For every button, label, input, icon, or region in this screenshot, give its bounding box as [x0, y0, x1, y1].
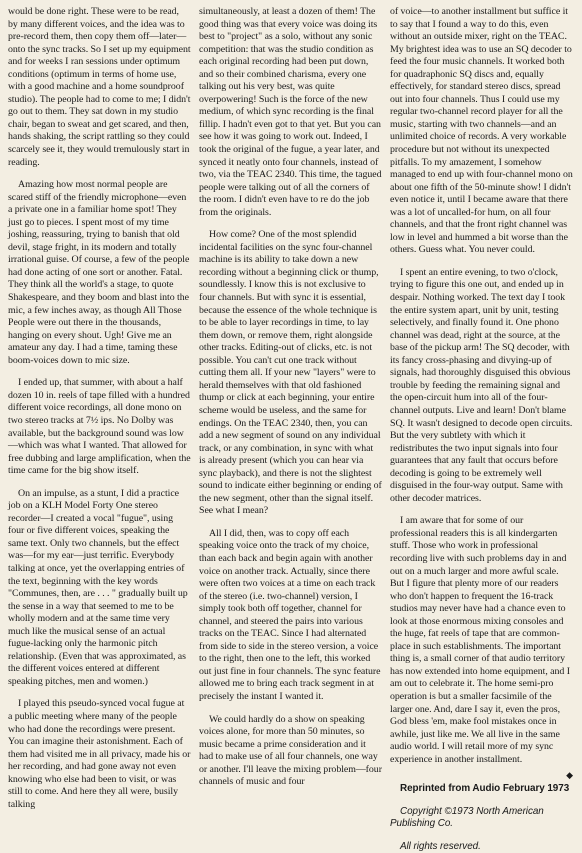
paragraph: I spent an entire evening, to two o'clock, trying to figure this one out, and ended up in despair. Nothing worked. The text day I took the entire system apart, unit by unit, testing selectively, and finally found it. One phono channel was dead, right at the source, at the base of the pickup arm! The SQ decoder, with its fancy cross-phasing and divying-up of signals, had thoroughly disguised this obvious trouble by feeding the remaining signal and the open-circuit hum into all of the four-channel outputs. Live and learn! Don't blame SQ. It wasn't designed to decode open circuits. But the very subtlety with which it redistributes the two input signals into four guarantees that any fault that occurs before decoding is going to be extremely well disguised in the four-way output. Same with other decoder matrices.: [390, 266, 573, 504]
paragraph: On an impulse, as a stunt, I did a practice job on a KLH Model Forty One stereo recorder—I created a vocal "fugue", using four or five different voices, speaking the same text. Only two channels, but the effect was—for my ear—just terrific. Everybody talking at once, yet the overlapping entries of the text, beginning with the key words "Communes, then, are . . . " gradually built up the sense in a way that seemed to me to be wholly modern and at the same time very much like the musical sense of an actual fugue-lacking only the harmonic pitch relationship. (Even that was approximated, as the different voices entered at different speaking pitches, men and women.): [8, 487, 188, 687]
paragraph: would be done right. These were to be read, by many different voices, and the idea was to pre-record them, then copy them off—later—onto the sync tracks. So I set up my equipment and for weeks I ran sessions under optimum conditions (optimum in terms of home use, with a good machine and a home soundproof studio). The people had to come to me; I didn't go out to them. They sat down in my studio chair, began to sweat and get scared, and then, hands shaking, the script rattling so they could scarcely see it, they would tremulously start in reading.: [8, 6, 191, 168]
paragraph: All I did, then, was to copy off each speaking voice onto the track of my choice, than each back and begin again with another voice on another track. Actually, since there were often two voices at a time on each track of the stereo (i.e. two-channel) version, I simply took both off together, channel for channel, and steered the pairs into various tracks on the TEAC. Since I had alternated from side to side in the stereo version, a voice to the right, then one to the left, this worked out just fine in four channels. The sync feature allowed me to bring each track segment in at precisely the instant I wanted it.: [199, 527, 381, 702]
paragraph: I am aware that for some of our professional readers this is all kindergarten stuff. Those who work in professional recording live with such problems day in and out on a much larger and more awful scale. But I figure that plenty more of our readers who don't happen to frequent the 16-track studios may never have had a chance even to look at those enormous mixing consoles and the huge, fat reels of tape that are common-place in such establishments. The important thing is, a small corner of that audio territory has now extended into home equipment, and I am out to celebrate it. The home semi-pro operation is but a smaller facsimile of the larger one. And, dare I say it, even the pros, God bless 'em, make fool mistakes once in awhile, just like me. We all live in the same audio world. I will retail more of my sync experience in another installment.: [390, 515, 570, 765]
paragraph: I ended up, that summer, with about a half dozen 10 in. reels of tape filled with a hundred different voice recordings, all done mono on two stereo tracks at 7½ ips. No Dolby was available, but the background sound was low—which was what I wanted. That allowed for free dubbing and large amplification, when the time came for the big show itself.: [8, 377, 191, 477]
copyright-line: Copyright ©1973 North American Publishing Co.: [390, 805, 544, 830]
paragraph: I played this pseudo-synced vocal fugue at a public meeting where many of the people who had done the recordings were present. You can imagine their astonishment. Each of them had visited me in all privacy, made his or her recording, and had gone away not even knowing who else had been to visit, or was still to come. And here they all were, busily talking: [8, 698, 191, 810]
text-column-2: [199, 6, 382, 788]
paragraph: simultaneously, at least a dozen of them! The good thing was that every voice was doing its best to "project" as a solo, without any sonic competition: that was the studio condition as each original recording had been put down, and so their combined charisma, every one talking out his very best, was quite overpowering! Such is the force of the new medium, of which sync recording is the final fillip. I hadn't even got to that yet. But you can see how it was going to work out. Indeed, I took the original of the fugue, a year later, and synced it neatly onto four channels, instead of two, via the TEAC 2340. This time, the tagued people were talking out of all the corners of the room. I didn't even have to re do the job from the originals.: [199, 6, 382, 218]
paragraph: How come? One of the most splendid incidental facilities on the sync four-channel machine is its ability to take down a new recording without a beginning click or thump, soundlessly. I know this is not exclusive to four channels. But with sync it is essential, because the essence of the whole technique is to be able to layer recordings in time, to lay them down, or remove them, right alongside other tracks. Editing-out of clicks, etc. is not possible. You can't cut one track without cutting them all. If your new "layers" were to herald themselves with that old fashioned thump or click at each beginning, your entire scheme would be useless, and the same for endings. On the TEAC 2340, then, you can add a new segment of sound on any individual track, or any combination, in sync with what is already present (which you can hear via sync playback), and there is not the slightest sound to indicate either beginning or ending of the new segment, other than the signal itself. See what I mean?: [199, 229, 382, 517]
text-column-1: [8, 6, 191, 810]
paragraph: of voice—to another installment but suffice it to say that I found a way to do this, even without an outside mixer, right on the TEAC. My brightest idea was to use an SQ decoder to feed the four music channels. It worked both for quadraphonic SQ discs and, equally effectively, for standard stereo discs, spread out into four channels. Thus I could use my regular two-channel record player for all the music, starting with two channels—and an unlimited choice of records. A very workable procedure but not without its unexpected pitfalls. To my amazement, I somehow managed to end up with four-channel mono on about one fifth of the 50-minute show! I didn't even notice it, until I became aware that there was a lot of uncalled-for hum, on all four channels, and that the front right channel was low in level and hummed a bit worse than the others. Guess what. You never could.: [390, 6, 573, 256]
paragraph: We could hardly do a show on speaking voices alone, for more than 50 minutes, so music became a prime consideration and it had to make use of all four channels, one way or another. I'll leave the mixing problem—four channels of music and four: [199, 713, 382, 788]
text-column-3: [390, 6, 573, 852]
paragraph: Amazing how most normal people are scared stiff of the friendly microphone—even a private one in a familiar home spot! They just go to pieces. I spent most of my time joshing, reassuring, trying to banish that old devil, stage fright, in its modern and totally irrational guise. Of course, a few of the people had done acting of one sort or another. Fatal. They think all the world's a stage, to quote Shakespeare, and they boom and blast into the mic, a few inches away, as though All Those People were out there in the thousands, hanging on every shout. Ugh! Give me an amateur any day. I had a time, taming these boom-voices down to mic size.: [8, 179, 190, 366]
end-mark: ◆: [566, 770, 573, 781]
reprint-credit: Reprinted from Audio February 1973: [400, 783, 570, 795]
copyright-rights: All rights reserved.: [400, 840, 481, 852]
